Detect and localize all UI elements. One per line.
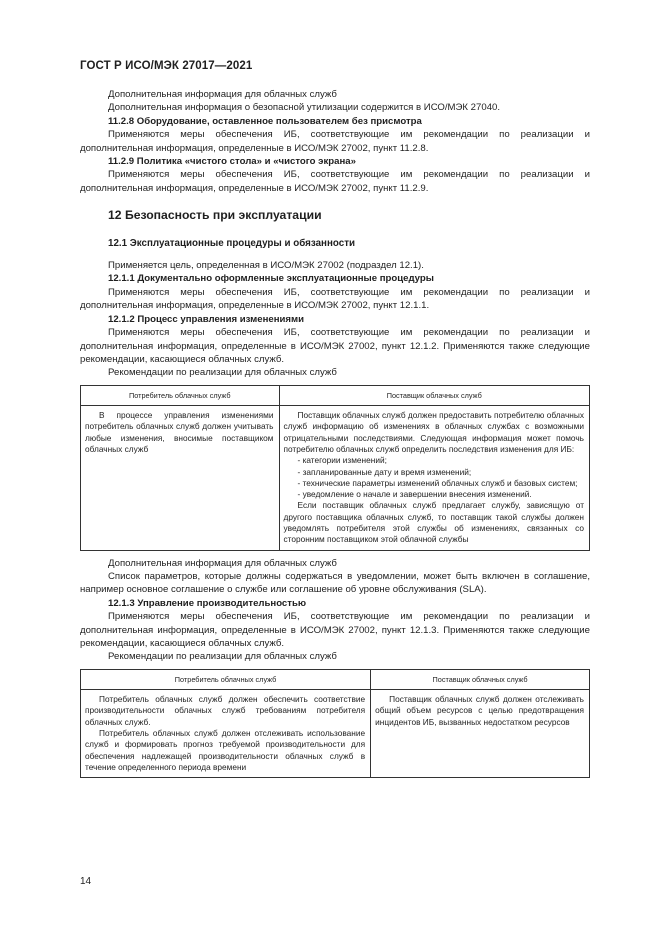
- list-item: - категории изменений;: [297, 455, 387, 466]
- subsection-heading-12-1-1: 12.1.1 Документально оформленные эксплуатационные процедуры: [108, 273, 434, 285]
- cell-text: В процессе управления изменениями потребитель облачных служб должен учитывать любые изменения, вносимые поставщиком облачных служб: [85, 410, 274, 454]
- list-item: - запланированные дату и время изменений;: [297, 466, 472, 477]
- page-content: [80, 88, 590, 784]
- subsection-heading-12-1-3: 12.1.3 Управление производительностью: [108, 597, 307, 609]
- paragraph: Применяются меры обеспечения ИБ, соответствующие им рекомендации по реализации и дополнительная информация, определенные в ИСО/МЭК 27002, пункт 11.2.9.: [80, 169, 590, 194]
- paragraph: Дополнительная информация о безопасной утилизации содержится в ИСО/МЭК 27040.: [108, 102, 501, 114]
- list-item: - уведомление о начале и завершении внесения изменений.: [297, 489, 532, 500]
- subsection-heading-11-2-9: 11.2.9 Политика «чистого стола» и «чистого экрана»: [108, 156, 356, 168]
- page-number: 14: [80, 876, 92, 887]
- cell-text: Потребитель облачных служб должен обеспечить соответствие производительности облачных служб требованиям потребителя облачных служб.: [85, 694, 366, 727]
- cell-text: Поставщик облачных служб должен отслеживать общий объем ресурсов с целью предотвращения инцидентов ИБ, вызванных недостатком ресурсов: [375, 694, 584, 727]
- document-header: ГОСТ Р ИСО/МЭК 27017—2021: [80, 60, 253, 72]
- cell-text: Потребитель облачных служб должен отслеживать использование служб и формировать прогноз требуемой производительности для обеспечения надлежащей производительности облачных служб в течение определенного периода времени: [85, 728, 366, 772]
- paragraph: Рекомендации по реализации для облачных служб: [108, 367, 337, 379]
- table-row: [81, 690, 590, 778]
- table-header-consumer: Потребитель облачных служб: [81, 385, 280, 405]
- paragraph: Применяются меры обеспечения ИБ, соответствующие им рекомендации по реализации и дополнительная информация, определенные в ИСО/МЭК 27002, пункт 12.1.2. Применяются также следующие рекомендации, касающиеся облачных служб.: [80, 327, 590, 365]
- subsection-heading-12-1: 12.1 Эксплуатационные процедуры и обязанности: [108, 237, 356, 249]
- table-header-provider: Поставщик облачных служб: [371, 669, 590, 689]
- paragraph: Дополнительная информация для облачных служб: [108, 557, 337, 569]
- recommendations-table-change-management: [80, 385, 590, 551]
- table-header-consumer: Потребитель облачных служб: [81, 669, 371, 689]
- paragraph: Рекомендации по реализации для облачных служб: [108, 651, 337, 663]
- section-heading-12: 12 Безопасность при эксплуатации: [108, 208, 322, 223]
- table-cell-provider: [371, 690, 590, 778]
- paragraph: Применяется цель, определенная в ИСО/МЭК 27002 (подраздел 12.1).: [108, 260, 424, 272]
- recommendations-table-performance: [80, 669, 590, 778]
- subsection-heading-12-1-2: 12.1.2 Процесс управления изменениями: [108, 313, 305, 325]
- paragraph: Применяются меры обеспечения ИБ, соответствующие им рекомендации по реализации и дополнительная информация, определенные в ИСО/МЭК 27002, пункт 12.1.3. Применяются также следующие рекомендации, касающиеся облачных служб.: [80, 611, 590, 650]
- table-cell-consumer: [81, 690, 371, 778]
- subsection-heading-11-2-8: 11.2.8 Оборудование, оставленное пользователем без присмотра: [108, 115, 422, 127]
- paragraph: Применяются меры обеспечения ИБ, соответствующие им рекомендации по реализации и дополнительная информация, определенные в ИСО/МЭК 27002, пункт 12.1.1.: [80, 286, 590, 312]
- paragraph: Применяются меры обеспечения ИБ, соответствующие им рекомендации по реализации и дополнительная информация, определенные в ИСО/МЭК 27002, пункт 11.2.8.: [80, 129, 590, 154]
- paragraph: Список параметров, которые должны содержаться в уведомлении, может быть включен в соглашение, например основное соглашение о службе или соглашение об уровне обслуживания (SLA).: [80, 570, 590, 596]
- table-header-provider: Поставщик облачных служб: [279, 385, 590, 405]
- list-item: - технические параметры изменений облачных служб и базовых систем;: [297, 477, 578, 488]
- cell-text: Если поставщик облачных служб предлагает службу, зависящую от другого поставщика облачных служб, то поставщик такой службы должен уведомлять потребителя этой службы об изменениях, связанных со сторонним поставщиком этой облачной службы: [283, 500, 584, 545]
- paragraph: Дополнительная информация для облачных служб: [108, 89, 337, 100]
- table-row: [81, 406, 590, 551]
- cell-text: Поставщик облачных служб должен предоставить потребителю облачных служб информацию об изменениях в облачных службах с возможными отрицательными последствиями. Следующая информация может помочь потребителю облачных служб определить последствия изменения для ИБ:: [283, 410, 584, 454]
- table-cell-provider: [279, 406, 590, 551]
- table-cell-consumer: [81, 406, 280, 551]
